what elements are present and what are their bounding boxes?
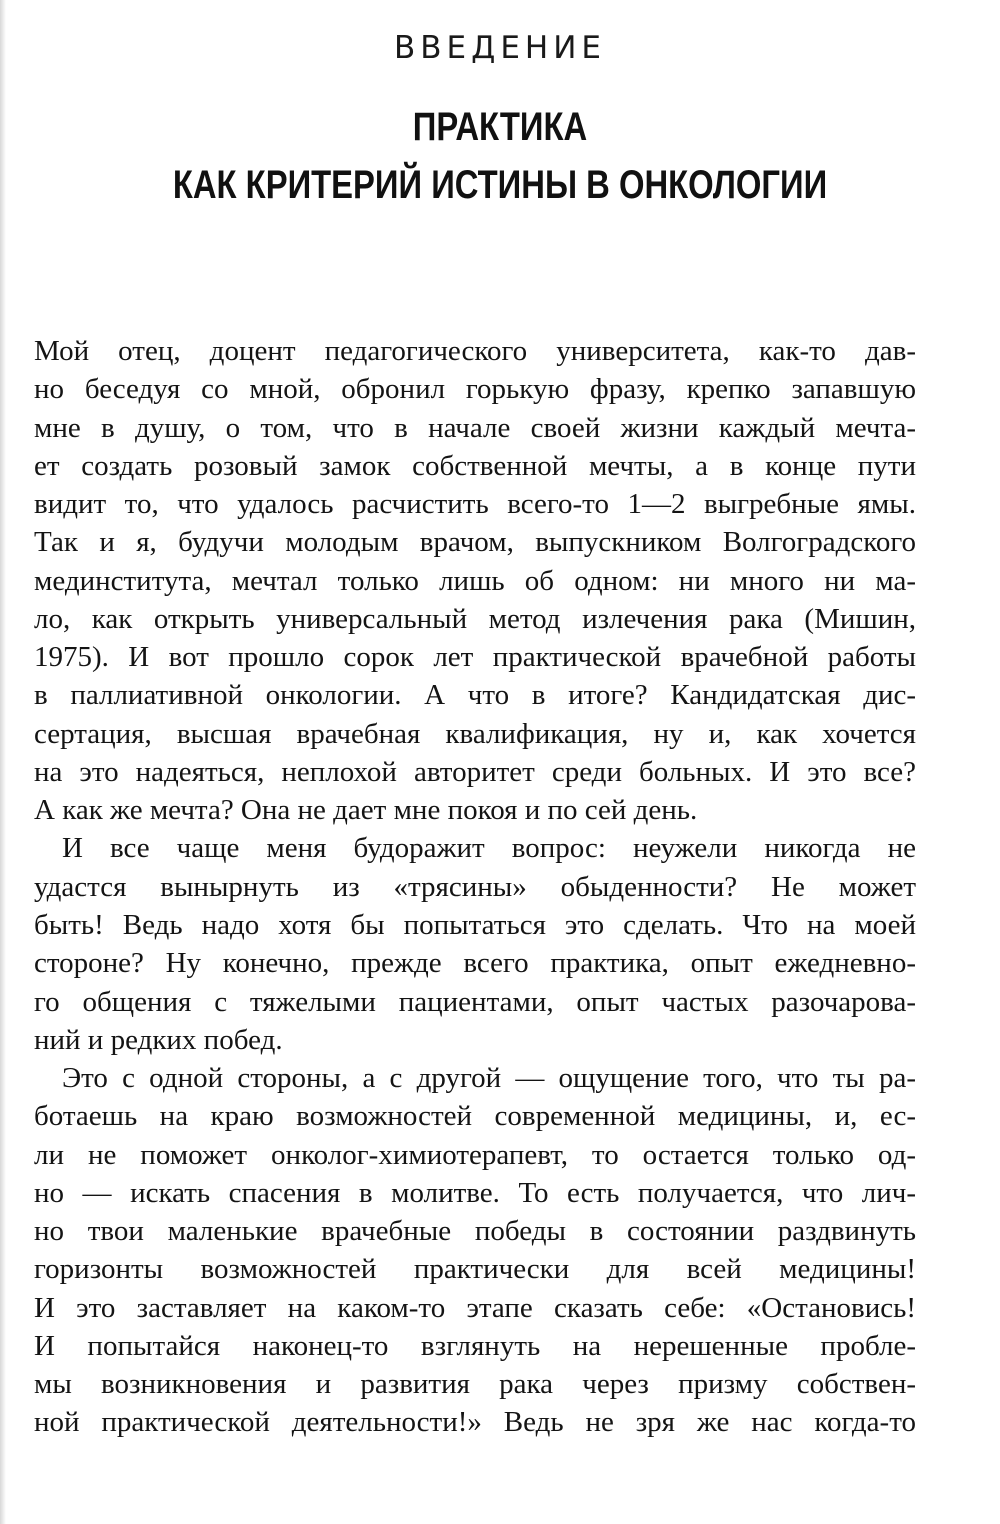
text-line: И это заставляет на каком-то этапе сказать себе: «Остановись! (34, 1291, 916, 1324)
text-line: И все чаще меня будоражит вопрос: неужели никогда не (62, 832, 916, 865)
text-line: ний и редких побед. (34, 1023, 283, 1056)
paragraph-1 (34, 332, 916, 829)
section-label: ВВЕДЕНИЕ (393, 30, 606, 66)
text-line: но твои маленькие врачебные победы в состоянии раздвинуть (34, 1215, 916, 1248)
text-line: быть! Ведь надо хотя бы попытаться это сделать. Что на моей (34, 908, 916, 941)
text-line: сертация, высшая врачебная квалификация, ну и, как хочется (34, 717, 916, 750)
text-line: ет создать розовый замок собственной мечты, а в конце пути (34, 449, 916, 482)
text-line: в паллиативной онкологии. А что в итоге? Кандидатская дис- (34, 679, 916, 712)
text-line: но — искать спасения в молитве. То есть получается, что лич- (34, 1176, 916, 1209)
page-edge-shadow (0, 0, 6, 1524)
text-line: ло, как открыть универсальный метод излечения рака (Мишин, (34, 602, 916, 635)
text-line: мы возникновения и развития рака через призму собствен- (34, 1368, 916, 1401)
text-line: мне в душу, о том, что в начале своей жизни каждый мечта- (34, 411, 916, 444)
paragraph-3 (34, 1059, 916, 1442)
chapter-title-line-1: ПРАКТИКА (412, 105, 588, 149)
text-line: но беседуя со мной, обронил горькую фразу, крепко запавшую (34, 373, 916, 406)
text-line: ботаешь на краю возможностей современной медицины, и, ес- (34, 1100, 916, 1133)
chapter-title (90, 98, 910, 214)
chapter-title-line-2: КАК КРИТЕРИЙ ИСТИНЫ В ОНКОЛОГИИ (172, 163, 828, 207)
text-line: Это с одной стороны, а с другой — ощущение того, что ты ра- (62, 1062, 916, 1095)
text-line: А как же мечта? Она не дает мне покоя и по сей день. (34, 794, 698, 827)
text-line: ной практической деятельности!» Ведь не зря же нас когда-то (34, 1406, 916, 1439)
text-line: Так и я, будучи молодым врачом, выпускником Волгоградского (34, 526, 916, 559)
text-line: мединститута, мечтал только лишь об одном: ни много ни ма- (34, 564, 916, 597)
body-text (34, 332, 916, 1442)
text-line: И попытайся наконец-то взглянуть на нерешенные пробле- (34, 1329, 916, 1362)
text-line: стороне? Ну конечно, прежде всего практика, опыт ежедневно- (34, 947, 916, 980)
text-line: удастся вынырнуть из «трясины» обыденности? Не может (34, 870, 916, 903)
text-line: горизонты возможностей практически для всей медицины! (34, 1253, 916, 1286)
text-line: Мой отец, доцент педагогического университета, как-то дав- (34, 335, 916, 367)
text-line: 1975). И вот прошло сорок лет практической врачебной работы (34, 641, 916, 674)
text-line: ли не поможет онколог-химиотерапевт, то остается только од- (34, 1138, 916, 1171)
text-line: на это надеяться, неплохой авторитет среди больных. И это все? (34, 755, 916, 788)
paragraph-2 (34, 829, 916, 1059)
text-line: видит то, что удалось расчистить всего-то 1—2 выгребные ямы. (34, 488, 916, 521)
text-line: го общения с тяжелыми пациентами, опыт частых разочарова- (34, 985, 916, 1018)
